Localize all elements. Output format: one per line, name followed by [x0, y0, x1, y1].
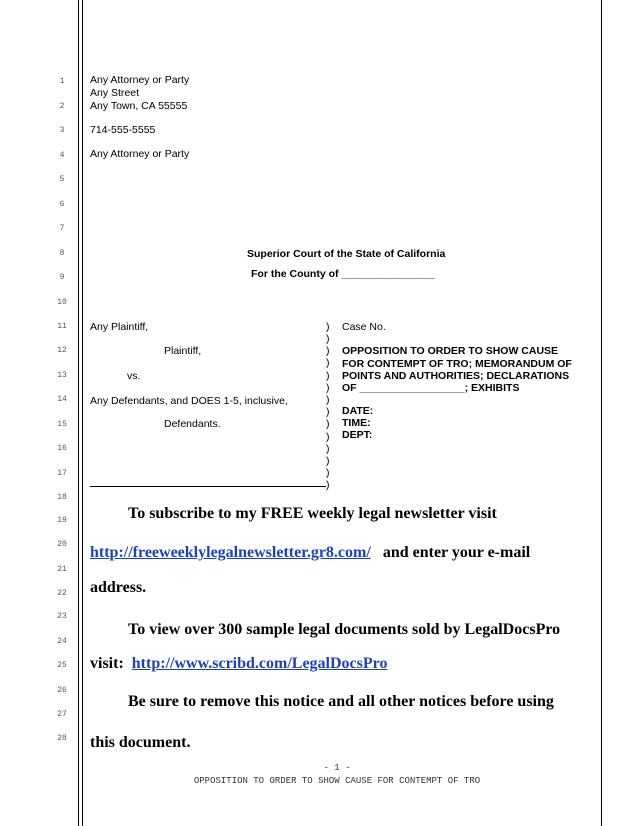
line-number: 3: [59, 126, 65, 135]
line-number: 12: [57, 346, 67, 355]
line-number: 18: [57, 493, 67, 502]
case-number-label: Case No.: [342, 321, 386, 333]
page-number: - 1 -: [323, 763, 351, 773]
line-number: 19: [57, 516, 67, 525]
line-number: 11: [57, 322, 67, 331]
line-number: 20: [57, 540, 67, 549]
hearing-date-label: DATE:: [342, 405, 374, 417]
defendants-role: Defendants.: [164, 418, 221, 430]
notice-line: [90, 655, 387, 673]
attorney-party: Any Attorney or Party: [90, 148, 190, 160]
caption-paren: ): [326, 443, 330, 455]
attorney-name: Any Attorney or Party: [90, 74, 190, 86]
line-number: 2: [59, 102, 65, 111]
line-number: 23: [57, 612, 67, 621]
line-number: 14: [57, 395, 67, 404]
right-margin-line: [601, 0, 602, 826]
plaintiff-role: Plaintiff,: [164, 345, 202, 357]
line-number: 17: [57, 469, 67, 478]
footer-title: OPPOSITION TO ORDER TO SHOW CAUSE FOR CONTEMPT OF TRO: [193, 776, 481, 786]
line-number: 1: [59, 77, 65, 86]
hearing-time-label: TIME:: [342, 417, 371, 429]
caption-paren: ): [326, 418, 330, 430]
caption-paren: ): [326, 333, 330, 345]
court-name: Superior Court of the State of California: [247, 248, 446, 260]
caption-paren: ): [326, 382, 330, 394]
document-title-line: OF __________________; EXHIBITS: [342, 382, 520, 394]
document-title-line: FOR CONTEMPT OF TRO; MEMORANDUM OF: [342, 358, 572, 370]
line-number: 10: [57, 298, 67, 307]
caption-paren: ): [326, 479, 330, 491]
notice-line: To subscribe to my FREE weekly legal newsletter visit: [128, 505, 497, 522]
left-margin-line-outer: [78, 0, 79, 826]
caption-paren: ): [326, 406, 330, 418]
left-margin-line-inner: [82, 0, 83, 826]
line-number: 5: [59, 175, 65, 184]
attorney-street: Any Street: [90, 87, 140, 99]
attorney-city: Any Town, CA 55555: [90, 100, 188, 112]
line-number: 16: [57, 444, 67, 453]
line-number: 24: [57, 637, 67, 646]
caption-paren: ): [326, 357, 330, 369]
scribd-link[interactable]: http://www.scribd.com/LegalDocsPro: [131, 655, 388, 672]
line-number: 27: [57, 710, 67, 719]
line-number: 21: [57, 565, 67, 574]
notice-text: visit:: [90, 655, 124, 672]
document-title-line: OPPOSITION TO ORDER TO SHOW CAUSE: [342, 345, 559, 357]
caption-paren: ): [326, 455, 330, 467]
line-number: 22: [57, 589, 67, 598]
line-number: 6: [59, 200, 65, 209]
line-number: 26: [57, 686, 67, 695]
caption-paren: ): [326, 345, 330, 357]
notice-line: [90, 544, 530, 562]
caption-underline: [90, 486, 326, 487]
notice-line: To view over 300 sample legal documents sold by LegalDocsPro: [128, 621, 561, 638]
caption-paren: ): [326, 467, 330, 479]
attorney-phone: 714-555-5555: [90, 124, 156, 136]
plaintiff-name: Any Plaintiff,: [90, 321, 149, 333]
hearing-dept-label: DEPT:: [342, 429, 373, 441]
line-number: 7: [59, 224, 65, 233]
line-number: 4: [59, 151, 65, 160]
notice-line: Be sure to remove this notice and all other notices before using: [128, 693, 554, 710]
line-number: 9: [59, 273, 65, 282]
notice-line: this document.: [90, 734, 191, 751]
line-number: 8: [59, 249, 65, 258]
versus: vs.: [127, 370, 141, 382]
defendants-name: Any Defendants, and DOES 1-5, inclusive,: [90, 395, 288, 407]
caption-paren: ): [326, 370, 330, 382]
notice-text: and enter your e-mail: [382, 544, 531, 561]
caption-paren: ): [326, 431, 330, 443]
line-number: 25: [57, 661, 67, 670]
document-title-line: POINTS AND AUTHORITIES; DECLARATIONS: [342, 370, 570, 382]
caption-paren: ): [326, 321, 330, 333]
notice-line: address.: [90, 579, 147, 596]
line-number: 28: [57, 734, 67, 743]
newsletter-link[interactable]: http://freeweeklylegalnewsletter.gr8.com/: [90, 544, 371, 561]
line-number: 15: [57, 420, 67, 429]
line-number: 13: [57, 371, 67, 380]
court-county: For the County of ________________: [251, 268, 435, 280]
caption-paren: ): [326, 394, 330, 406]
